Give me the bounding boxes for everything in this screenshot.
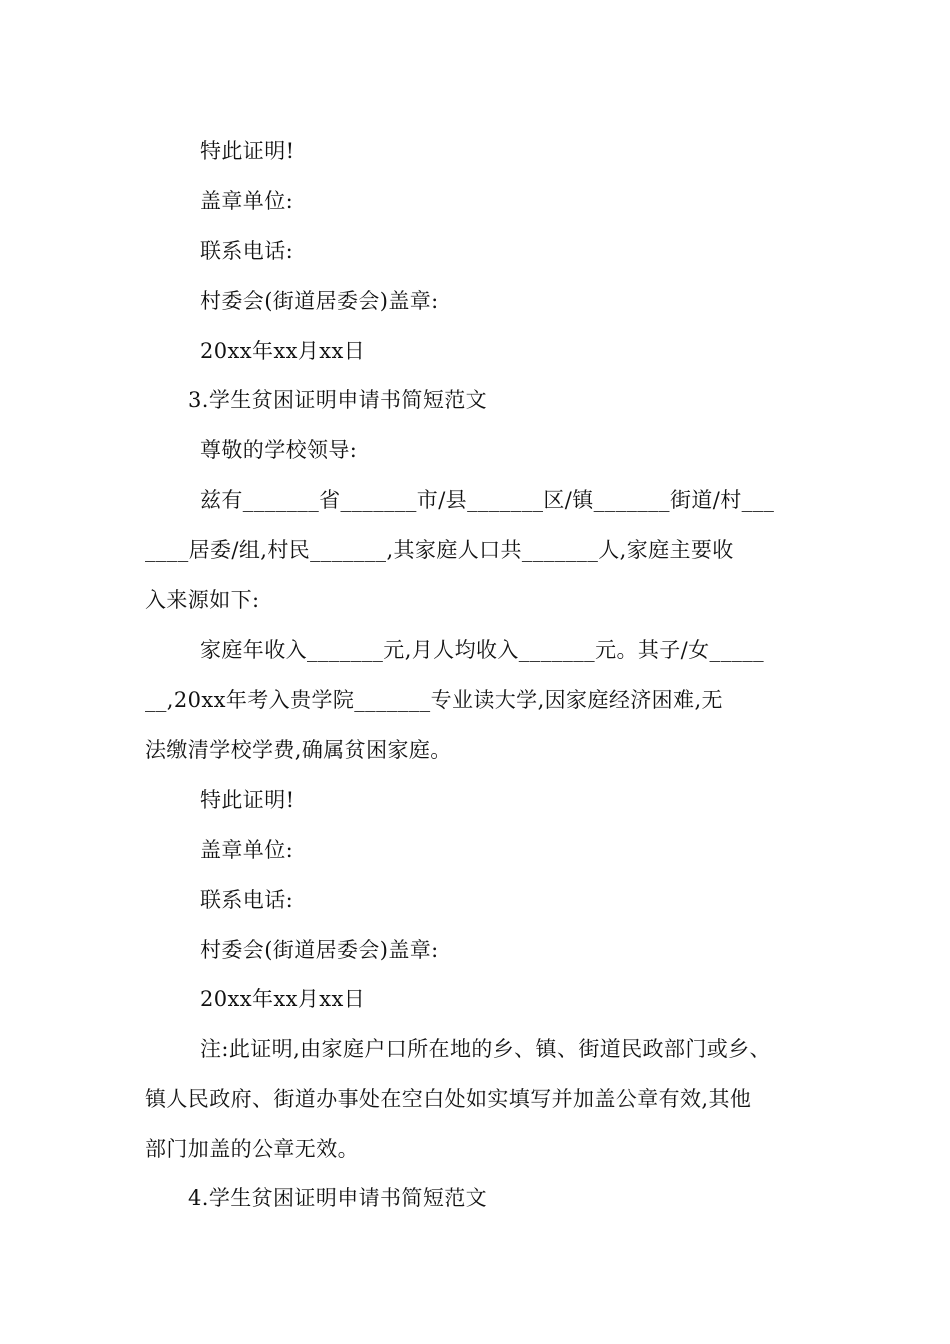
seal-unit-line: 盖章单位: <box>200 189 294 213</box>
note-line: 注:此证明,由家庭户口所在地的乡、镇、街道民政部门或乡、 <box>200 1037 771 1061</box>
phone-line: 联系电话: <box>200 888 294 912</box>
note-line: 镇人民政府、街道办事处在空白处如实填写并加盖公章有效,其他 <box>145 1087 752 1111</box>
proof-line: 特此证明! <box>200 788 295 812</box>
village-seal-line: 村委会(街道居委会)盖章: <box>200 289 439 313</box>
salutation-line: 尊敬的学校领导: <box>200 438 358 462</box>
proof-line: 特此证明! <box>200 139 295 163</box>
paragraph-line: 法缴清学校学费,确属贫困家庭。 <box>145 738 452 762</box>
paragraph-line: ____居委/组,村民_______,其家庭人口共_______人,家庭主要收 <box>145 538 734 562</box>
paragraph-line: __,20xx年考入贵学院_______专业读大学,因家庭经济困难,无 <box>145 688 723 712</box>
section-heading-4: 4.学生贫困证明申请书简短范文 <box>188 1186 488 1210</box>
date-line: 20xx年xx月xx日 <box>200 987 366 1011</box>
paragraph-line: 兹有_______省_______市/县_______区/镇_______街道/村___ <box>200 488 775 512</box>
paragraph-line: 家庭年收入_______元,月人均收入_______元。其子/女_____ <box>200 638 765 662</box>
village-seal-line: 村委会(街道居委会)盖章: <box>200 938 439 962</box>
date-line: 20xx年xx月xx日 <box>200 339 366 363</box>
note-line: 部门加盖的公章无效。 <box>145 1137 359 1161</box>
phone-line: 联系电话: <box>200 239 294 263</box>
section-heading-3: 3.学生贫困证明申请书简短范文 <box>188 388 488 412</box>
paragraph-line: 入来源如下: <box>145 588 260 612</box>
seal-unit-line: 盖章单位: <box>200 838 294 862</box>
